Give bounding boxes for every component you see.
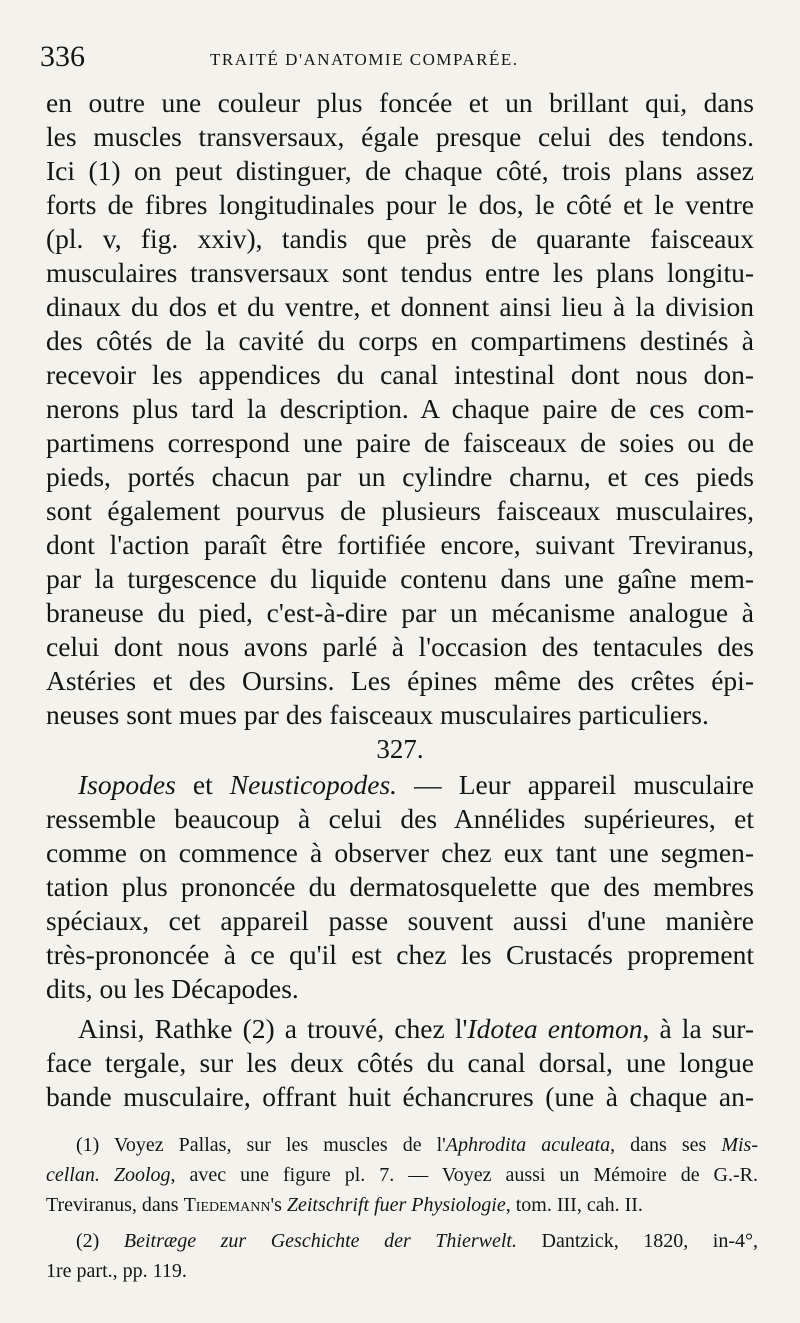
term-isopodes: Isopodes [78,769,176,800]
text-run: Treviranus, dans [46,1194,184,1216]
footnote-1-line-3 [46,1190,758,1220]
term-neusticopodes: Neusticopodes. [229,769,398,800]
text-line: neuses sont mues par des faisceaux musculaires particuliers. [46,699,709,730]
text-line: musculaires transversaux sont tendus entre les plans longitu- [46,257,754,288]
text-line: ressemble beaucoup à celui des Annélides supérieures, et [46,803,754,834]
text-line: forts de fibres longitudinales pour le dos, le côté et le ventre [46,189,754,220]
section-number: 327. [376,734,424,764]
text-line: tation plus prononcée du dermatosquelette que des membres [46,871,754,902]
text-line: dits, ou les Décapodes. [46,973,299,1004]
text-line: celui dont nous avons parlé à l'occasion des tentacules des [46,631,754,662]
text-line: partimens correspond une paire de faisceaux de soies ou de [46,427,754,458]
journal-title: Zeitschrift fuer Physiologie [286,1194,506,1216]
text-line: braneuse du pied, c'est-à-dire par un mécanisme analogue à [46,597,754,628]
text-run-italic: Mis- [721,1134,758,1156]
species-name: Idotea entomon [467,1013,643,1044]
text-run: (2) [76,1230,124,1252]
text-line: comme on commence à observer chez eux tant une segmen- [46,837,754,868]
paragraph-2-first-line [78,768,754,802]
text-run: , tom. III, cah. II. [505,1194,643,1216]
text-run: — Leur appareil musculaire [397,769,754,800]
footnote-1 [76,1130,758,1160]
text-line: Ici (1) on peut distinguer, de chaque côté, trois plans assez [46,155,754,186]
text-line: les muscles transversaux, égale presque celui des tendons. [46,121,754,152]
author-name: Tiedemann [183,1194,271,1216]
text-run: et [175,769,230,800]
text-line: spéciaux, cet appareil passe souvent aussi d'une manière [46,905,754,936]
text-run: , à la sur- [642,1013,754,1044]
footnote-1-line-2 [46,1160,758,1190]
text-line: dinaux du dos et du ventre, et donnent ainsi lieu à la division [46,291,754,322]
text-line: recevoir les appendices du canal intestinal dont nous don- [46,359,754,390]
text-run: (1) Voyez Pallas, sur les muscles de l' [76,1134,446,1156]
text-line: pieds, portés chacun par un cylindre charnu, et ces pieds [46,461,754,492]
paragraph-3-first-line [78,1012,754,1046]
text-run: Ainsi, Rathke (2) a trouvé, chez l' [78,1013,468,1044]
text-line: nerons plus tard la description. A chaque paire de ces com- [46,393,754,424]
text-run: Dantzick, 1820, in-4°, [516,1230,758,1252]
text-run: , dans ses [610,1134,722,1156]
book-title: Beitræge zur Geschichte der Thierwelt. [123,1230,517,1252]
text-line: sont également pourvus de plusieurs faisceaux musculaires, [46,495,754,526]
text-line: très-prononcée à ce qu'il est chez les Crustacés proprement [46,939,754,970]
text-line: face tergale, sur les deux côtés du canal dorsal, une longue [46,1047,754,1078]
text-line: des côtés de la cavité du corps en compartimens destinés à [46,325,754,356]
text-run: , avec une figure pl. 7. — Voyez aussi un Mémoire de G.-R. [170,1164,758,1186]
text-line: bande musculaire, offrant huit échancrures (une à chaque an- [46,1081,754,1112]
page-number: 336 [40,40,85,73]
text-line: dont l'action paraît être fortifiée encore, suivant Treviranus, [46,529,754,560]
text-line: (pl. v, fig. xxiv), tandis que près de quarante faisceaux [46,223,754,254]
page-header [40,40,760,80]
text-line: Astéries et des Oursins. Les épines même des crêtes épi- [46,665,754,696]
text-run: 's [270,1194,287,1216]
running-title: TRAITÉ D'ANATOMIE COMPARÉE. [210,50,519,69]
text-line: en outre une couleur plus foncée et un brillant qui, dans [46,87,754,118]
footnote-2 [76,1226,758,1256]
text-run-italic: cellan. Zoolog [46,1164,171,1186]
footnote-2-line-2: 1re part., pp. 119. [46,1260,187,1282]
text-line: par la turgescence du liquide contenu dans une gaîne mem- [46,563,754,594]
text-run-italic: Aphrodita aculeata [445,1134,611,1156]
